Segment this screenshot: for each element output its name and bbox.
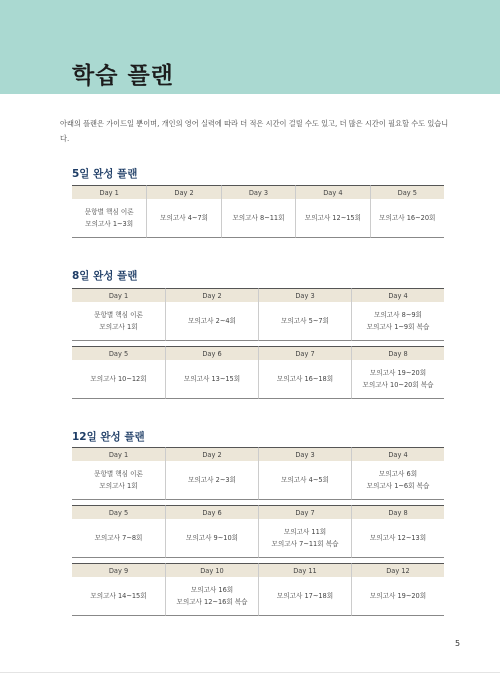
- day-label: Day 1: [72, 185, 146, 199]
- task-line: 모의고사 16회: [190, 586, 234, 594]
- plan-5-body: [72, 185, 444, 238]
- task-cell: [258, 461, 351, 500]
- day-label: Day 9: [72, 563, 165, 577]
- task-row: [72, 199, 444, 238]
- day-label: Day 5: [72, 505, 165, 519]
- task-line: 모의고사 8~11회: [232, 214, 285, 222]
- task-line: 모의고사 14~15회: [90, 592, 147, 600]
- plan-12-body: [72, 447, 444, 616]
- task-row: [72, 519, 444, 558]
- day-label: Day 4: [295, 185, 369, 199]
- day-label: Day 1: [72, 447, 165, 461]
- day-label: Day 11: [258, 563, 351, 577]
- day-label: Day 2: [165, 288, 258, 302]
- task-line: 모의고사 17~18회: [276, 592, 334, 600]
- plan-8-title: 8일 완성 플랜: [72, 270, 138, 282]
- task-line: 문항별 핵심 이론: [94, 470, 143, 478]
- day-label: Day 6: [165, 505, 258, 519]
- task-cell: [72, 199, 146, 238]
- day-label: Day 1: [72, 288, 165, 302]
- task-line: 모의고사 5~7회: [281, 317, 329, 325]
- day-label: Day 3: [258, 288, 351, 302]
- task-line: 모의고사 19~20회: [369, 369, 427, 377]
- task-line: 모의고사 11회: [283, 528, 327, 536]
- task-cell: [72, 519, 165, 558]
- intro-text: 아래의 플랜은 가이드일 뿐이며, 개인의 영어 실력에 따라 더 적은 시간이 걸릴 수도 있고, 더 많은 시간이 필요할 수도 있습니다.: [60, 119, 449, 143]
- day-header-row: [72, 288, 444, 302]
- plan-8-body: [72, 288, 444, 399]
- day-label: Day 4: [351, 288, 444, 302]
- task-cell: [351, 360, 444, 399]
- task-line: 모의고사 1~6회 복습: [366, 482, 430, 490]
- task-cell: [258, 577, 351, 616]
- day-label: Day 7: [258, 346, 351, 360]
- task-cell: [351, 461, 444, 500]
- day-label: Day 7: [258, 505, 351, 519]
- plan-12-title: 12일 완성 플랜: [72, 431, 145, 443]
- task-cell: [165, 302, 258, 341]
- day-label: Day 12: [351, 563, 444, 577]
- plan-5-title: 5일 완성 플랜: [72, 168, 138, 180]
- day-label: Day 10: [165, 563, 258, 577]
- task-line: 모의고사 19~20회: [369, 592, 427, 600]
- task-cell: [165, 360, 258, 399]
- task-row: [72, 302, 444, 341]
- day-header-row: [72, 505, 444, 519]
- task-row: [72, 577, 444, 616]
- day-label: Day 5: [72, 346, 165, 360]
- task-line: 모의고사 4~7회: [160, 214, 209, 222]
- day-label: Day 4: [351, 447, 444, 461]
- page-rule: [0, 672, 500, 673]
- task-cell: [351, 519, 444, 558]
- day-label: Day 8: [351, 346, 444, 360]
- task-cell: [72, 360, 165, 399]
- task-line: 모의고사 10~12회: [90, 375, 147, 383]
- task-line: 모의고사 7~8회: [94, 534, 143, 542]
- day-label: Day 6: [165, 346, 258, 360]
- day-label: Day 8: [351, 505, 444, 519]
- task-cell: [351, 302, 444, 341]
- page-title: 학습 플랜: [72, 63, 174, 89]
- task-cell: [258, 519, 351, 558]
- plan-12-table: [72, 447, 444, 616]
- day-header-row: [72, 185, 444, 199]
- day-label: Day 5: [370, 185, 444, 199]
- task-row: [72, 360, 444, 399]
- task-cell: [165, 519, 258, 558]
- day-label: Day 2: [146, 185, 220, 199]
- task-line: 모의고사 12~13회: [369, 534, 427, 542]
- task-cell: [72, 461, 165, 500]
- task-cell: [72, 302, 165, 341]
- task-line: 모의고사 12~15회: [304, 214, 361, 222]
- page-number: 5: [455, 639, 461, 648]
- day-label: Day 3: [221, 185, 295, 199]
- day-label: Day 2: [165, 447, 258, 461]
- task-cell: [295, 199, 369, 238]
- task-line: 모의고사 13~15회: [183, 375, 241, 383]
- day-label: Day 3: [258, 447, 351, 461]
- task-cell: [165, 461, 258, 500]
- task-cell: [72, 577, 165, 616]
- task-line: 모의고사 2~3회: [188, 476, 236, 484]
- task-line: 모의고사 4~5회: [281, 476, 329, 484]
- task-line: 모의고사 1~9회 복습: [366, 323, 430, 331]
- task-cell: [165, 577, 258, 616]
- task-line: 모의고사 8~9회: [374, 311, 422, 319]
- task-line: 모의고사 16~18회: [276, 375, 334, 383]
- task-cell: [146, 199, 220, 238]
- plan-8-table: [72, 288, 444, 399]
- day-header-row: [72, 447, 444, 461]
- task-line: 문항별 핵심 이론: [84, 208, 134, 216]
- task-cell: [351, 577, 444, 616]
- task-line: 모의고사 16~20회: [379, 214, 436, 222]
- task-line: 문항별 핵심 이론: [94, 311, 143, 319]
- task-cell: [258, 302, 351, 341]
- task-line: 모의고사 7~11회 복습: [271, 540, 339, 548]
- task-cell: [258, 360, 351, 399]
- task-row: [72, 461, 444, 500]
- plan-5-table: [72, 185, 444, 238]
- task-line: 모의고사 2~4회: [188, 317, 236, 325]
- task-cell: [221, 199, 295, 238]
- task-line: 모의고사 1회: [99, 482, 138, 490]
- task-line: 모의고사 10~20회 복습: [362, 381, 434, 389]
- task-line: 모의고사 9~10회: [185, 534, 239, 542]
- task-cell: [370, 199, 444, 238]
- task-line: 모의고사 12~16회 복습: [176, 598, 248, 606]
- task-line: 모의고사 1회: [99, 323, 138, 331]
- task-line: 모의고사 1~3회: [85, 220, 134, 228]
- day-header-row: [72, 563, 444, 577]
- task-line: 모의고사 6회: [378, 470, 418, 478]
- day-header-row: [72, 346, 444, 360]
